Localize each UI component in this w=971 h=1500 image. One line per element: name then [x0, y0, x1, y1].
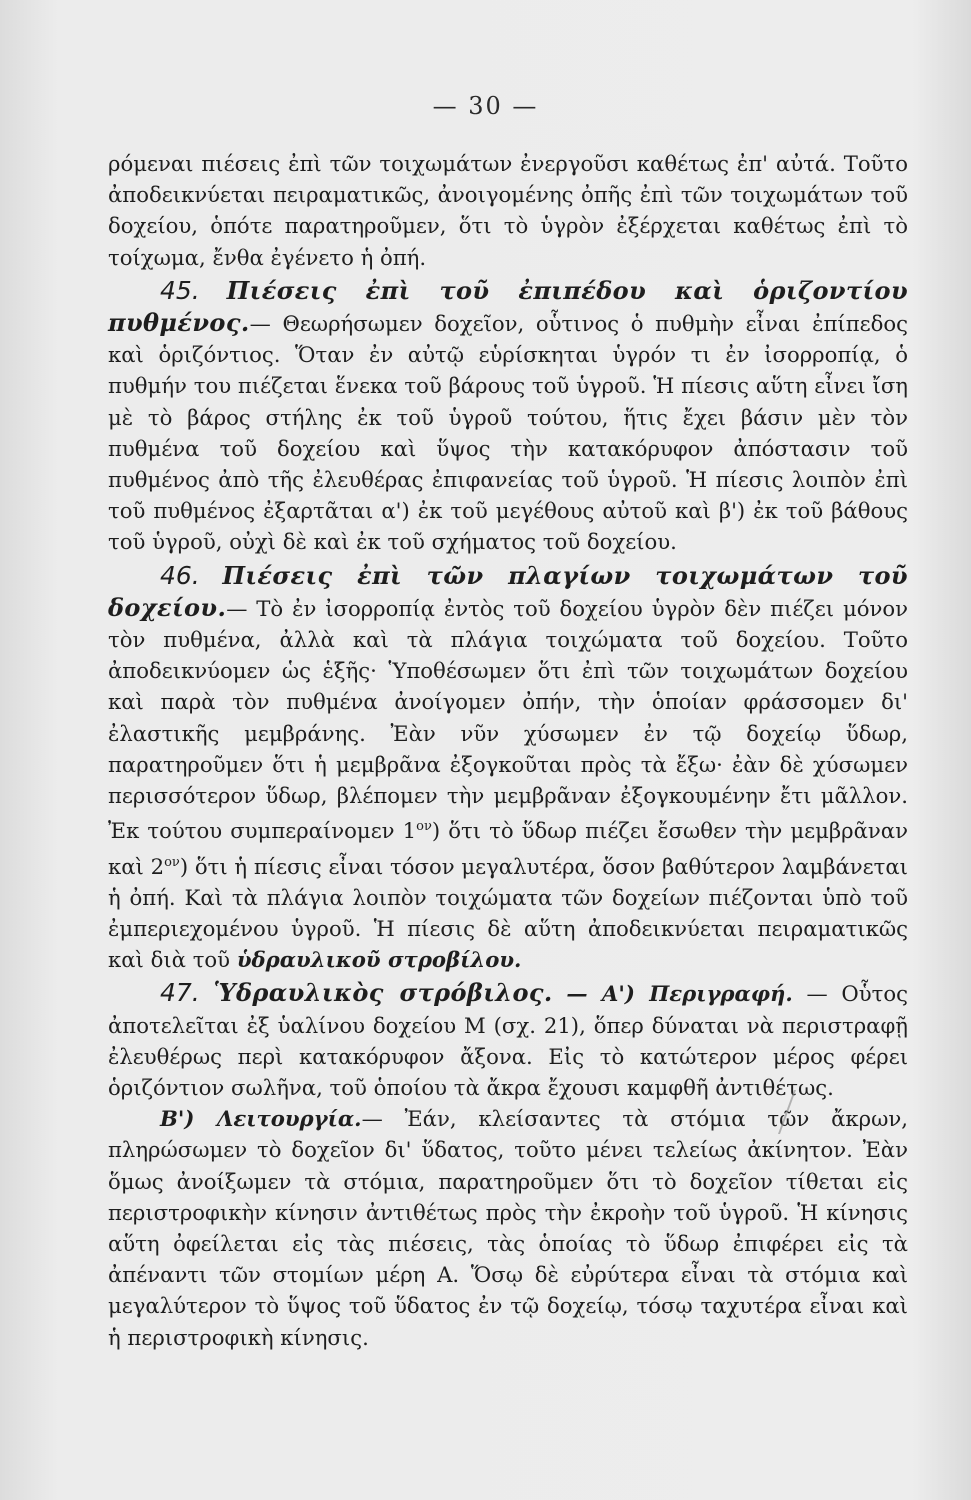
section-heading: Πιέσεις ἐπὶ τοῦ ἐπιπέδου καὶ ὁριζοντίου πυθμένος.	[108, 275, 908, 338]
section-46	[108, 560, 908, 976]
intro-paragraph: ρόμεναι πιέσεις ἐπὶ τῶν τοιχωμάτων ἐνεργοῦσι καθέτως ἐπ' αὐτά. Τοῦτο ἀποδεικνύεται πειραματικῶς, ἀνοιγομένης ὀπῆς ἐπὶ τῶν τοιχωμάτων τοῦ δοχείου, ὁπότε παρατηροῦμεν, ὅτι τὸ ὑγρὸν ἐξέρχεται καθέτως ἐπὶ τὸ τοίχωμα, ἔνθα ἐγένετο ἡ ὀπή.	[108, 151, 908, 270]
subsection-label: — Α') Περιγραφή.	[566, 981, 793, 1007]
ordinal-superscript: ον	[416, 819, 432, 835]
page-number: — 30 —	[432, 92, 539, 120]
section-heading: Πιέσεις ἐπὶ τῶν πλαγίων τοιχωμάτων τοῦ δοχείου.	[108, 560, 908, 622]
section-number: 45.	[160, 275, 200, 305]
section-body-part: ) ὅτι ἡ πίεσις εἶναι τόσον μεγαλυτέρα, ὅσον βαθύτερον λαμβάνεται ἡ ὀπή. Καὶ τὰ πλάγια λοιπὸν τοιχώματα τῶν δοχείων πιέζονται ὑπὸ τοῦ ἐμπεριεχομένου ὑγροῦ. Ἡ πίεσις δὲ αὕτη ἀποδεικνύεται πειραματικῶς καὶ διὰ τοῦ	[108, 853, 908, 973]
section-number: 47.	[160, 978, 200, 1008]
section-47-part-b	[108, 1103, 908, 1353]
subsection-body: — Ἐάν, κλείσαντες τὰ στόμια τῶν ἄκρων, πληρώσωμεν τὸ δοχεῖον δι' ὕδατος, τοῦτο μένει τελείως ἀκίνητον. Ἐὰν ὅμως ἀνοίξωμεν τὰ στόμια, παρατηροῦμεν ὅτι τὸ δοχεῖον τίθεται εἰς περιστροφικὴν κίνησιν ἀντιθέτως πρὸς τὴν ἐκροὴν τοῦ ὑγροῦ. Ἡ κίνησις αὕτη ὀφείλεται εἰς τὰς πιέσεις, τὰς ὁποίας τὸ ὕδωρ ἐπιφέρει εἰς τὰ ἀπέναντι τῶν στομίων μέρη Α. Ὅσῳ δὲ εὐρύτερα εἶναι τὰ στόμια καὶ μεγαλύτερον τὸ ὕψος τοῦ ὕδατος ἐν τῷ δοχείῳ, τόσῳ ταχυτέρα εἶναι καὶ ἡ περιστροφικὴ κίνησις.	[108, 1106, 908, 1350]
subsection-label: Β') Λειτουργία.	[160, 1106, 362, 1132]
section-body: — Θεωρήσωμεν δοχεῖον, οὗτινος ὁ πυθμὴν εἶναι ἐπίπεδος καὶ ὁριζόντιος. Ὅταν ἐν αὐτῷ εὑρίσκηται ὑγρόν τι ἐν ἰσορροπίᾳ, ὁ πυθμήν του πιέζεται ἕνεκα τοῦ βάρους τοῦ ὑγροῦ. Ἡ πίεσις αὕτη εἶνει ἴση μὲ τὸ βάρος στήλης ἐκ τοῦ ὑγροῦ τούτου, ἥτις ἔχει βάσιν μὲν τὸν πυθμένα τοῦ δοχείου καὶ ὕψος τὴν κατακόρυφον ἀπόστασιν τοῦ πυθμένος ἀπὸ τῆς ἐλευθέρας ἐπιφανείας τοῦ ὑγροῦ. Ἡ πίεσις λοιπὸν ἐπὶ τοῦ πυθμένος ἐξαρτᾶται α') ἐκ τοῦ μεγέθους αὐτοῦ καὶ β') ἐκ τοῦ βάθους τοῦ ὑγροῦ, οὐχὶ δὲ καὶ ἐκ τοῦ σχήματος τοῦ δοχείου.	[108, 311, 908, 555]
section-heading: Ὑδραυλικὸς στρόβιλος.	[213, 978, 553, 1008]
section-47	[108, 977, 908, 1103]
ordinal-superscript: ον	[164, 854, 180, 870]
section-body-part: ) ὅτι τὸ ὕδωρ πιέζει ἔσωθεν τὴν μεμβρᾶναν καὶ 2	[108, 818, 908, 879]
section-body-part: — Τὸ ἐν ἰσορροπίᾳ ἐντὸς τοῦ δοχείου ὑγρὸν δὲν πιέζει μόνον τὸν πυθμένα, ἀλλὰ καὶ τὰ πλάγια τοιχώματα τοῦ δοχείου. Τοῦτο ἀποδεικνύομεν ὡς ἑξῆς· Ὑποθέσωμεν ὅτι ἐπὶ τῶν τοιχωμάτων δοχείου καὶ παρὰ τὸν πυθμένα ἀνοίγομεν ὀπήν, τὴν ὁποίαν φράσσομεν δι' ἐλαστικῆς μεμβράνης. Ἐὰν νῦν χύσωμεν ἐν τῷ δοχείῳ ὕδωρ, παρατηροῦμεν ὅτι ἡ μεμβρᾶνα ἐξογκοῦται πρὸς τὰ ἔξω· ἐὰν δὲ χύσωμεν περισσότερον ὕδωρ, βλέπομεν τὴν μεμβρᾶναν ἐξογκουμένην ἔτι μᾶλλον. Ἐκ τούτου συμπεραίνομεν 1	[108, 595, 908, 844]
section-number: 46.	[160, 560, 200, 590]
emphasized-term: ὑδραυλικοῦ στροβίλου.	[236, 947, 522, 973]
subsection-body: — Οὗτος ἀποτελεῖται ἐξ ὑαλίνου δοχείου Μ (σχ. 21), ὅπερ δύναται νὰ περιστραφῇ ἐλευθέρως περὶ κατακόρυφον ἄξονα. Εἰς τὸ κατώτερον μέρος φέρει ὁριζόντιον σωλῆνα, τοῦ ὁποίου τὰ ἄκρα ἔχουσι καμφθῆ ἀντιθέτως.	[108, 981, 908, 1101]
section-45	[108, 275, 908, 558]
page-text	[108, 148, 908, 1353]
